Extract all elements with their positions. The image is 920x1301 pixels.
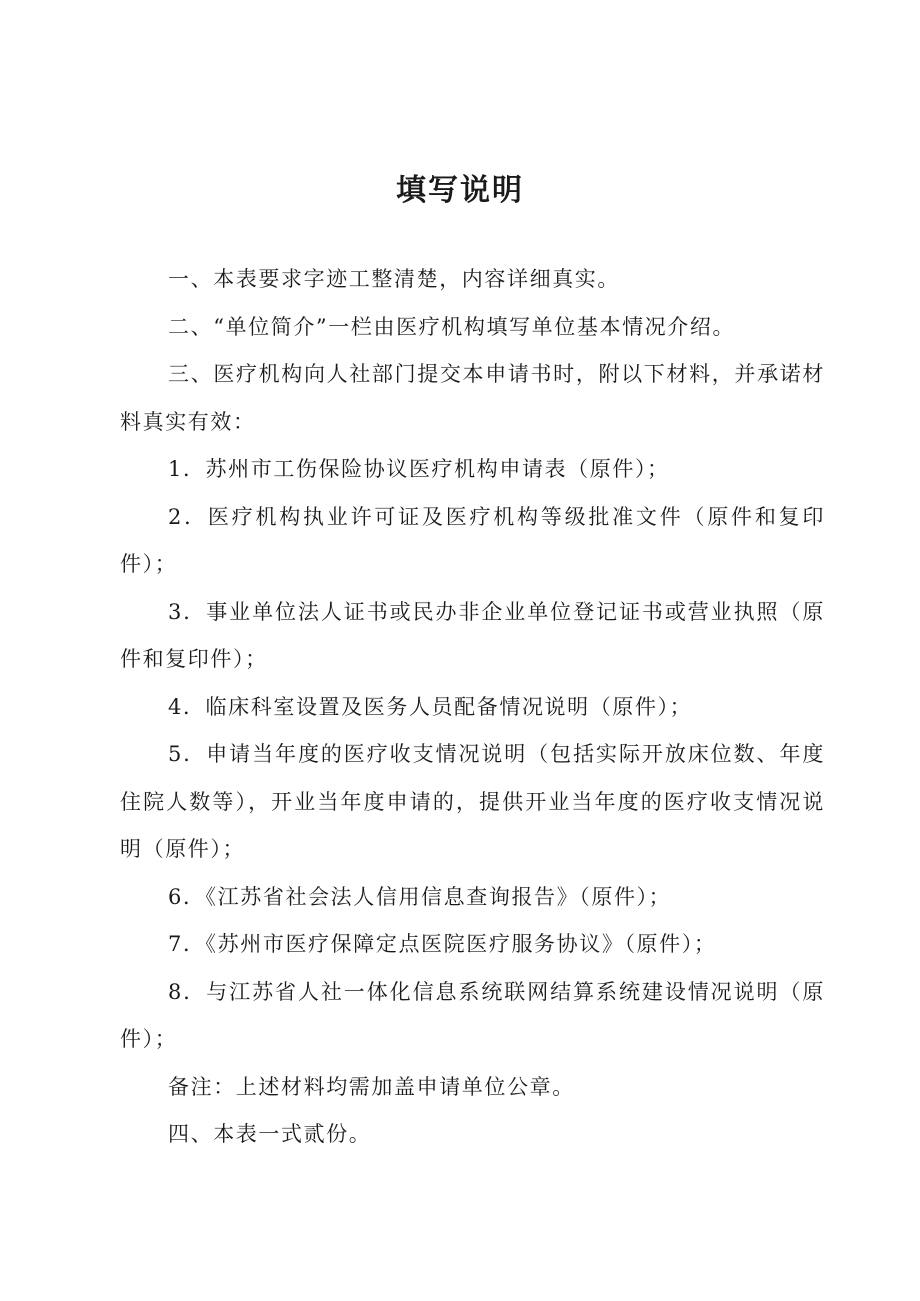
material-item-6: 6．《江苏省社会法人信用信息查询报告》（原件）；	[168, 884, 672, 909]
material-item-2: 2．医疗机构执业许可证及医疗机构等级批准文件（原件和复印件）；	[120, 504, 825, 576]
instruction-item-2: 二、“单位简介”一栏由医疗机构填写单位基本情况介绍。	[168, 314, 736, 339]
material-item-1: 1．苏州市工伤保险协议医疗机构申请表（原件）；	[168, 457, 670, 481]
instructions-body	[120, 256, 825, 1159]
instruction-item-1: 一、本表要求字迹工整清楚，内容详细真实。	[168, 267, 620, 291]
material-item-5: 5．申请当年度的医疗收支情况说明（包括实际开放床位数、年度住院人数等），开业当年度申请的，提供开业当年度的医疗收支情况说明（原件）；	[120, 742, 825, 861]
material-item-7: 7．《苏州市医疗保障定点医院医疗服务协议》（原件）；	[168, 932, 717, 956]
instruction-item-3: 三、医疗机构向人社部门提交本申请书时，附以下材料，并承诺材料真实有效：	[120, 362, 825, 434]
page-title: 填写说明	[396, 173, 524, 208]
material-item-4: 4．临床科室设置及医务人员配备情况说明（原件）；	[168, 694, 693, 719]
remark-note: 备注：上述材料均需加盖申请单位公章。	[168, 1074, 575, 1099]
instruction-item-4: 四、本表一式贰份。	[168, 1122, 372, 1146]
material-item-3: 3．事业单位法人证书或民办非企业单位登记证书或营业执照（原件和复印件）；	[120, 599, 825, 671]
material-item-8: 8．与江苏省人社一体化信息系统联网结算系统建设情况说明（原件）；	[120, 979, 825, 1051]
